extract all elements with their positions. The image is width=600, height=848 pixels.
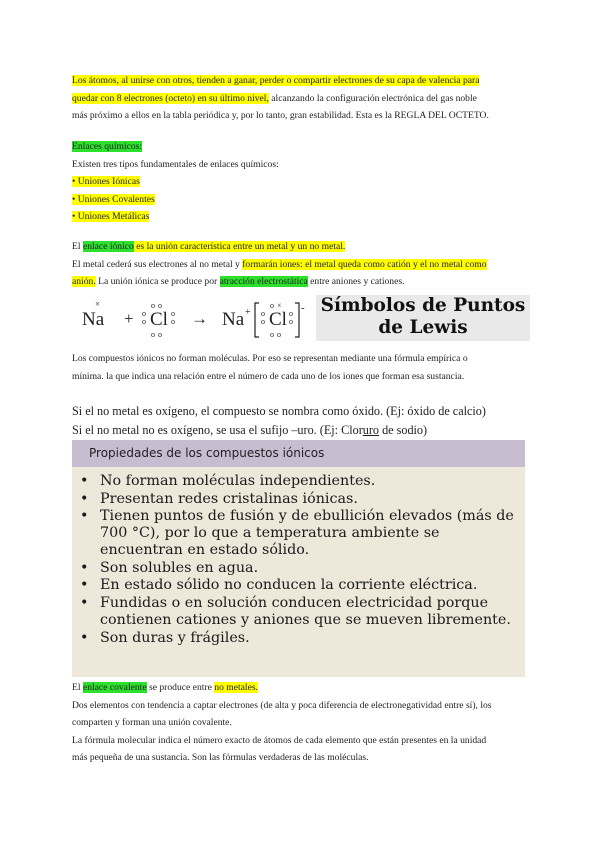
bracket-right xyxy=(295,303,299,337)
svg-text:o: o xyxy=(151,301,155,310)
property-item: • Presentan redes cristalinas iónicas. xyxy=(80,491,525,508)
lewis-title-line: de Lewis xyxy=(378,317,468,338)
lewis-figure xyxy=(72,293,532,343)
chloride-ion-charge: - xyxy=(301,302,305,314)
intro-paragraph xyxy=(72,72,532,125)
bond-types-intro: Existen tres tipos fundamentales de enlaces químicos: xyxy=(72,158,279,170)
svg-text:o: o xyxy=(171,309,175,318)
svg-text:o: o xyxy=(289,309,293,318)
svg-text:o: o xyxy=(261,317,265,326)
nonmetals-term: no metales. xyxy=(214,682,258,693)
bond-type-item: • Uniones Covalentes xyxy=(72,193,155,205)
naming-rule xyxy=(72,421,532,440)
reaction-arrow: → xyxy=(191,309,208,328)
suffix-underlined: uro xyxy=(362,423,380,437)
svg-text:o: o xyxy=(270,330,274,339)
properties-title: Propiedades de los compuestos iónicos xyxy=(72,440,525,467)
bond-type-item: • Uniones Metálicas xyxy=(72,211,150,222)
property-item: • Son duras y frágiles. xyxy=(80,630,525,647)
property-item: • No forman moléculas independientes. xyxy=(80,473,525,490)
svg-text:o: o xyxy=(142,309,146,318)
bond-types-section xyxy=(72,138,532,226)
ionic-definition: es la unión característica entre un metal y un no metal. xyxy=(133,241,346,252)
ionic-text: entre aniones y cationes. xyxy=(307,276,405,287)
chlorine-symbol: Cl xyxy=(150,309,168,330)
covalent-text: comparten y forman una unión covalente. xyxy=(72,717,232,728)
compounds-text: mínima. la que indica una relación entre el número de cada uno de los iones que forman esa sustancia. xyxy=(72,370,465,382)
covalent-text: Dos elementos con tendencia a captar electrones (de alta y poca diferencia de electronegatividad entre sí), los xyxy=(72,699,492,711)
property-item: • Son solubles en agua. xyxy=(80,560,525,577)
compounds-text: Los compuestos iónicos no forman moléculas. Por eso se representan mediante una fórmula empírica o xyxy=(72,353,468,364)
svg-text:o: o xyxy=(158,330,162,339)
svg-text:o: o xyxy=(171,317,175,326)
bond-types-heading: Enlaces químicos: xyxy=(72,141,143,152)
property-item: • Fundidas o en solución conducen electricidad porque contienen cationes y aniones que se mueven libremente. xyxy=(80,595,525,629)
covalent-text: se produce entre xyxy=(146,682,215,693)
ionic-text: El metal cederá sus electrones al no metal y xyxy=(72,258,243,270)
sodium-ion-symbol: Na xyxy=(222,309,245,330)
electron-cross: × xyxy=(95,299,101,309)
svg-text:o: o xyxy=(158,301,162,310)
naming-rules xyxy=(72,402,532,440)
svg-text:o: o xyxy=(142,317,146,326)
covalent-bond-term: enlace covalente xyxy=(82,682,147,693)
covalent-text: más pequeña de una sustancia. Son las fórmulas verdaderas de las moléculas. xyxy=(72,752,369,763)
covalent-paragraph xyxy=(72,679,532,767)
intro-text-2: alcanzando la configuración electrónica del gas noble xyxy=(268,92,477,104)
chloride-ion-symbol: Cl xyxy=(269,309,287,330)
properties-list xyxy=(72,467,525,647)
intro-text-3: más próximo a ellos en la tabla periódica y, por lo tanto, gran estabilidad. Esta es la REGLA DEL OCTETO. xyxy=(72,110,489,121)
svg-text:o: o xyxy=(151,330,155,339)
naming-text: de sodio) xyxy=(379,423,428,437)
ionic-bond-term: enlace iónico xyxy=(82,241,134,252)
ionic-highlight: anión. xyxy=(72,276,96,287)
lewis-title xyxy=(316,295,530,341)
ionic-highlight: formarán iones: el metal queda como catión y el no metal como xyxy=(242,258,487,270)
ionic-text: El xyxy=(72,241,83,252)
sodium-symbol: Na xyxy=(82,309,105,330)
naming-text: Si el no metal no es oxígeno, se usa el sufijo –uro. (Ej: Clor xyxy=(72,423,363,437)
svg-text:×: × xyxy=(277,301,282,310)
ionic-text: La unión iónica se produce por xyxy=(95,276,220,287)
compounds-paragraph xyxy=(72,350,532,385)
properties-box xyxy=(72,440,525,677)
sodium-ion-charge: + xyxy=(245,307,251,318)
covalent-text: El xyxy=(72,682,83,693)
svg-text:o: o xyxy=(277,330,281,339)
intro-highlight-2: quedar con 8 electrones (octeto) en su último nivel, xyxy=(72,92,269,104)
electrostatic-term: atracción electrostática xyxy=(219,276,308,287)
lewis-title-line: Símbolos de Puntos xyxy=(320,295,526,316)
bracket-left xyxy=(255,303,259,337)
property-item: • En estado sólido no conducen la corriente eléctrica. xyxy=(80,577,525,594)
svg-text:o: o xyxy=(270,301,274,310)
intro-highlight-1: Los átomos, al unirse con otros, tienden a ganar, perder o compartir electrones de su capa de valencia para xyxy=(72,75,480,86)
property-item: • Tienen puntos de fusión y de ebullición elevados (más de 700 °C), por lo que a temperatura ambiente se encuentran en estado sólido. xyxy=(80,508,525,559)
lewis-formula-diagram xyxy=(72,293,312,343)
svg-text:o: o xyxy=(289,317,293,326)
naming-rule: Si el no metal es oxígeno, el compuesto se nombra como óxido. (Ej: óxido de calcio) xyxy=(72,404,486,418)
svg-text:o: o xyxy=(261,309,265,318)
ionic-paragraph xyxy=(72,238,532,291)
bond-type-item: • Uniones Iónicas xyxy=(72,176,140,187)
plus-sign: + xyxy=(124,309,134,328)
covalent-text: La fórmula molecular indica el número exacto de átomos de cada elemento que están presentes en la unidad xyxy=(72,734,487,746)
